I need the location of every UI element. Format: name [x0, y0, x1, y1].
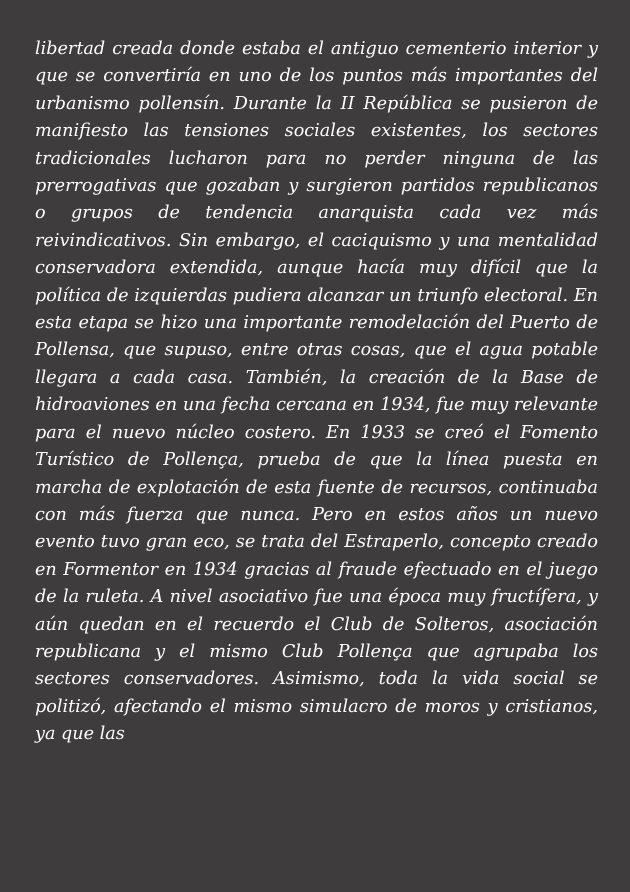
- body-paragraph: libertad creada donde estaba el antiguo cementerio interior y que se convertiría en uno de los puntos más importantes del urbanismo pollensín. Durante la II República se pusieron de manifiesto las tensiones sociales existentes, los sectores tradicionales lucharon para no perder ninguna de las prerrogativas que gozaban y surgieron partidos republicanos o grupos de tendencia anarquista cada vez más reivindicativos. Sin embargo, el caciquismo y una mentalidad conservadora extendida, aunque hacía muy difícil que la política de izquierdas pudiera alcanzar un triunfo electoral. En esta etapa se hizo una importante remodelación del Puerto de Pollensa, que supuso, entre otras cosas, que el agua potable llegara a cada casa. También, la creación de la Base de hidroaviones en una fecha cercana en 1934, fue muy relevante para el nuevo núcleo costero. En 1933 se creó el Fomento Turístico de Pollença, prueba de que la línea puesta en marcha de explotación de esta fuente de recursos, continuaba con más fuerza que nunca. Pero en estos años un nuevo evento tuvo gran eco, se trata del Estraperlo, concepto creado en Formentor en 1934 gracias al fraude efectuado en el juego de la ruleta. A nivel asociativo fue una época muy fructífera, y aún quedan en el recuerdo el Club de Solteros, asociación republicana y el mismo Club Pollença que agrupaba los sectores conservadores. Asimismo, toda la vida social se politizó, afectando el mismo simulacro de moros y cristianos, ya que las: [35, 39, 598, 745]
